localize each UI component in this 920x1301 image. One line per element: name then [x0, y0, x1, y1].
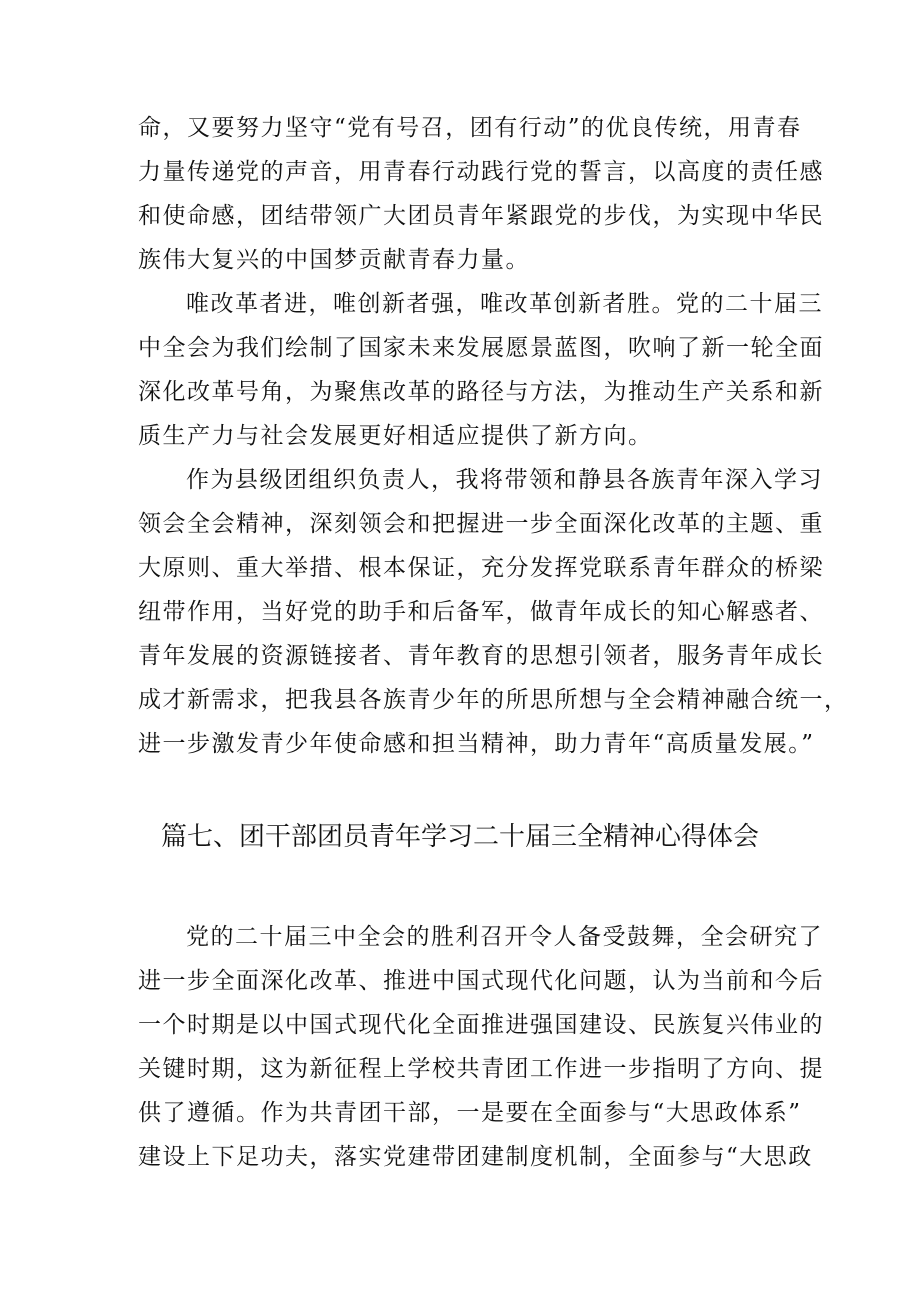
paragraph-1-line-3: 和使命感，团结带领广大团员青年紧跟党的步伐，为实现中华民: [138, 203, 824, 229]
paragraph-3-line-1: 作为县级团组织负责人，我将带领和静县各族青年深入学习: [186, 467, 823, 493]
section-paragraph-line-6: 建设上下足功夫，落实党建带团建制度机制，全面参与“大思政: [138, 1144, 813, 1170]
paragraph-3-line-4: 纽带作用，当好党的助手和后备军，做青年成长的知心解惑者、: [138, 599, 824, 625]
paragraph-1-line-4: 族伟大复兴的中国梦贡献青春力量。: [138, 247, 530, 273]
paragraph-3-line-7: 进一步激发青少年使命感和担当精神，助力青年“高质量发展。”: [138, 731, 815, 757]
section-paragraph-line-3: 一个时期是以中国式现代化全面推进强国建设、民族复兴伟业的: [138, 1012, 824, 1038]
paragraph-3-line-3: 大原则、重大举措、根本保证，充分发挥党联系青年群众的桥梁: [138, 555, 824, 581]
section-title: 篇七、团干部团员青年学习二十届三全精神心得体会: [160, 822, 759, 852]
paragraph-2-line-2: 中全会为我们绘制了国家未来发展愿景蓝图，吹响了新一轮全面: [138, 335, 824, 361]
paragraph-3-line-2: 领会全会精神，深刻领会和把握进一步全面深化改革的主题、重: [138, 511, 824, 537]
section-paragraph-line-4: 关键时期，这为新征程上学校共青团工作进一步指明了方向、提: [138, 1056, 824, 1082]
section-paragraph-line-2: 进一步全面深化改革、推进中国式现代化问题，认为当前和今后: [138, 968, 824, 994]
paragraph-3-line-6: 成才新需求，把我县各族青少年的所思所想与全会精神融合统一，: [138, 687, 849, 713]
paragraph-3-line-5: 青年发展的资源链接者、青年教育的思想引领者，服务青年成长: [138, 643, 824, 669]
paragraph-2-line-3: 深化改革号角，为聚焦改革的路径与方法，为推动生产关系和新: [138, 379, 824, 405]
paragraph-2-line-1: 唯改革者进，唯创新者强，唯改革创新者胜。党的二十届三: [186, 291, 823, 317]
paragraph-1-line-2: 力量传递党的声音，用青春行动践行党的誓言，以高度的责任感: [138, 159, 824, 185]
paragraph-1-line-1: 命，又要努力坚守“党有号召，团有行动”的优良传统，用青春: [138, 115, 802, 141]
section-paragraph-line-5: 供了遵循。作为共青团干部，一是要在全面参与“大思政体系”: [138, 1100, 802, 1126]
section-paragraph-line-1: 党的二十届三中全会的胜利召开令人备受鼓舞，全会研究了: [186, 924, 823, 950]
paragraph-2-line-4: 质生产力与社会发展更好相适应提供了新方向。: [138, 423, 653, 449]
